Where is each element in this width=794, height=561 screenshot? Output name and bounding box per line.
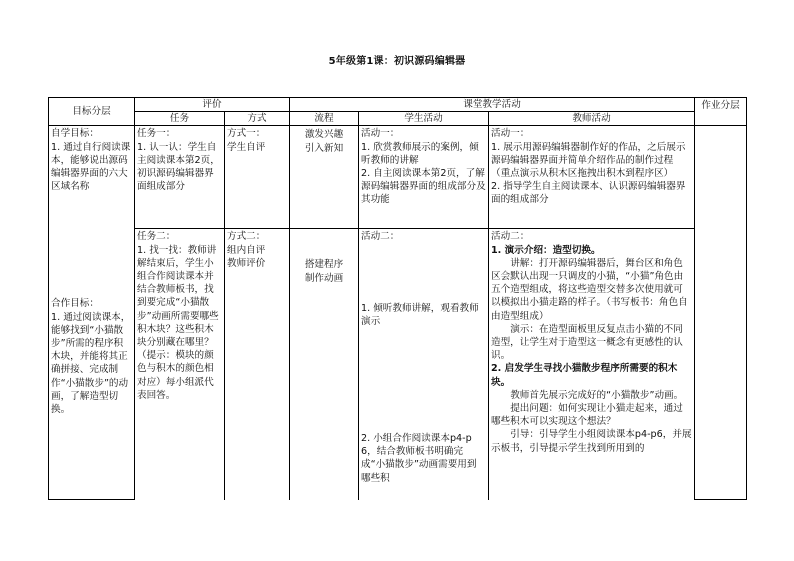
homework-cell (695, 126, 747, 500)
student-activity-two-item1: 1. 倾听教师讲解，观看教师演示 (361, 302, 479, 327)
method-two-title: 方式二： (227, 231, 266, 243)
process-one-cell (290, 126, 359, 229)
teacher-activity-one-cell (489, 126, 695, 229)
header-classroom-activity: 课堂教学活动 (290, 98, 695, 112)
teacher-activity-two-demo: 演示：在造型面板里反复点击小猫的不同造型，让学生对于造型这一概念有更感性的认识。 (491, 323, 683, 362)
header-method: 方式 (225, 112, 290, 126)
teacher-activity-two-show: 教师首先展示完成好的“小猫散步”动画。 (510, 389, 684, 401)
method-two-line2: 教师评价 (227, 257, 266, 269)
task-two-text: 1. 找一找：教师讲解结束后，学生小组合作阅读课本并结合教师板书，找到要完成“小猫散步”动画所需要哪些积木块？这些积木块分别藏在哪里？（提示：模块的颜色与积木的颜色相对应）每小组派代表回答。 (137, 244, 219, 401)
document-title: 5年级第1课：初识源码编辑器 (328, 56, 466, 67)
method-one-cell (225, 126, 290, 229)
student-activity-one-title: 活动一： (361, 128, 400, 140)
process-one-line1: 激发兴趣 (304, 129, 344, 141)
lesson-plan-table (48, 97, 747, 500)
header-student-activity: 学生活动 (359, 112, 489, 126)
header-evaluation: 评价 (135, 98, 290, 112)
student-activity-two-cell (359, 229, 489, 500)
student-activity-two-item2: 2. 小组合作阅读课本p4-p6，结合教师板书明确完成“小猫散步”动画需要用到哪些积 (361, 433, 477, 484)
method-one-title: 方式一： (227, 128, 266, 140)
goal-coop-title: 合作目标： (51, 298, 99, 310)
goal-self-title: 自学目标： (51, 128, 99, 140)
goal-coop-text: 1. 通过阅读课本，能够找到“小猫散步”所需的程序积木块，并能将其正确拼接、完成制作“小猫散步”的动画，了解造型切换。 (51, 311, 131, 416)
task-one-cell (135, 126, 225, 229)
header-goal-layer: 目标分层 (49, 98, 135, 126)
header-task: 任务 (135, 112, 225, 126)
process-two-line1: 搭建程序 (304, 259, 344, 271)
method-one-text: 学生自评 (227, 141, 266, 153)
student-activity-two-title: 活动二： (361, 231, 400, 243)
teacher-activity-two-cell (489, 229, 695, 500)
task-two-title: 任务二： (137, 231, 176, 243)
teacher-activity-two-section2: 2. 启发学生寻找小猫散步程序所需要的积木块。 (491, 363, 678, 388)
task-one-title: 任务一： (137, 128, 176, 140)
process-two-line2: 制作动画 (304, 272, 344, 284)
teacher-activity-one-item2: 2. 指导学生自主阅读课本、认识源码编辑器界面的组成部分 (491, 181, 686, 206)
student-activity-one-item1: 1. 欣赏教师展示的案例，倾听教师的讲解 (361, 141, 479, 166)
task-one-text: 1. 认一认：学生自主阅读课本第2页，初识源码编辑器界面组成部分 (137, 141, 220, 193)
goals-cell (49, 126, 135, 500)
task-two-cell (135, 229, 225, 500)
teacher-activity-two-section1: 1. 演示介绍：造型切换。 (491, 244, 601, 256)
teacher-activity-two-explain: 讲解：打开源码编辑器后，舞台区和角色区会默认出现一只调皮的小猫，“小猫”角色由五个造型组成，将这些造型交替多次使用就可以模拟出小猫走路的样子。（书写板书：角色自由造型组成） (491, 257, 688, 322)
teacher-activity-one-item1: 1. 展示用源码编辑器制作好的作品，之后展示源码编辑器界面并简单介绍作品的制作过程（重点演示从积木区拖拽出积木到程序区） (491, 141, 686, 180)
process-one-line2: 引入新知 (304, 142, 344, 154)
process-two-cell (290, 229, 359, 500)
header-teacher-activity: 教师活动 (489, 112, 695, 126)
header-process: 流程 (290, 112, 359, 126)
method-two-cell (225, 229, 290, 500)
teacher-activity-two-guide: 引导：引导学生小组阅读课本p4-p6，并展示板书，引导提示学生找到所用到的 (491, 429, 692, 454)
header-homework: 作业分层 (695, 98, 747, 126)
goal-self-text: 1. 通过自行阅读课本，能够说出源码编辑器界面的六大区域名称 (51, 141, 131, 193)
teacher-activity-two-question: 提出问题：如何实现让小猫走起来，通过哪些积木可以实现这个想法？ (491, 403, 683, 428)
method-two-line1: 组内自评 (227, 244, 266, 256)
student-activity-one-cell (359, 126, 489, 229)
student-activity-one-item2: 2. 自主阅读课本第2页，了解源码编辑器界面的组成部分及其功能 (361, 168, 486, 206)
teacher-activity-two-title: 活动二： (491, 231, 530, 243)
teacher-activity-one-title: 活动一： (491, 128, 530, 140)
